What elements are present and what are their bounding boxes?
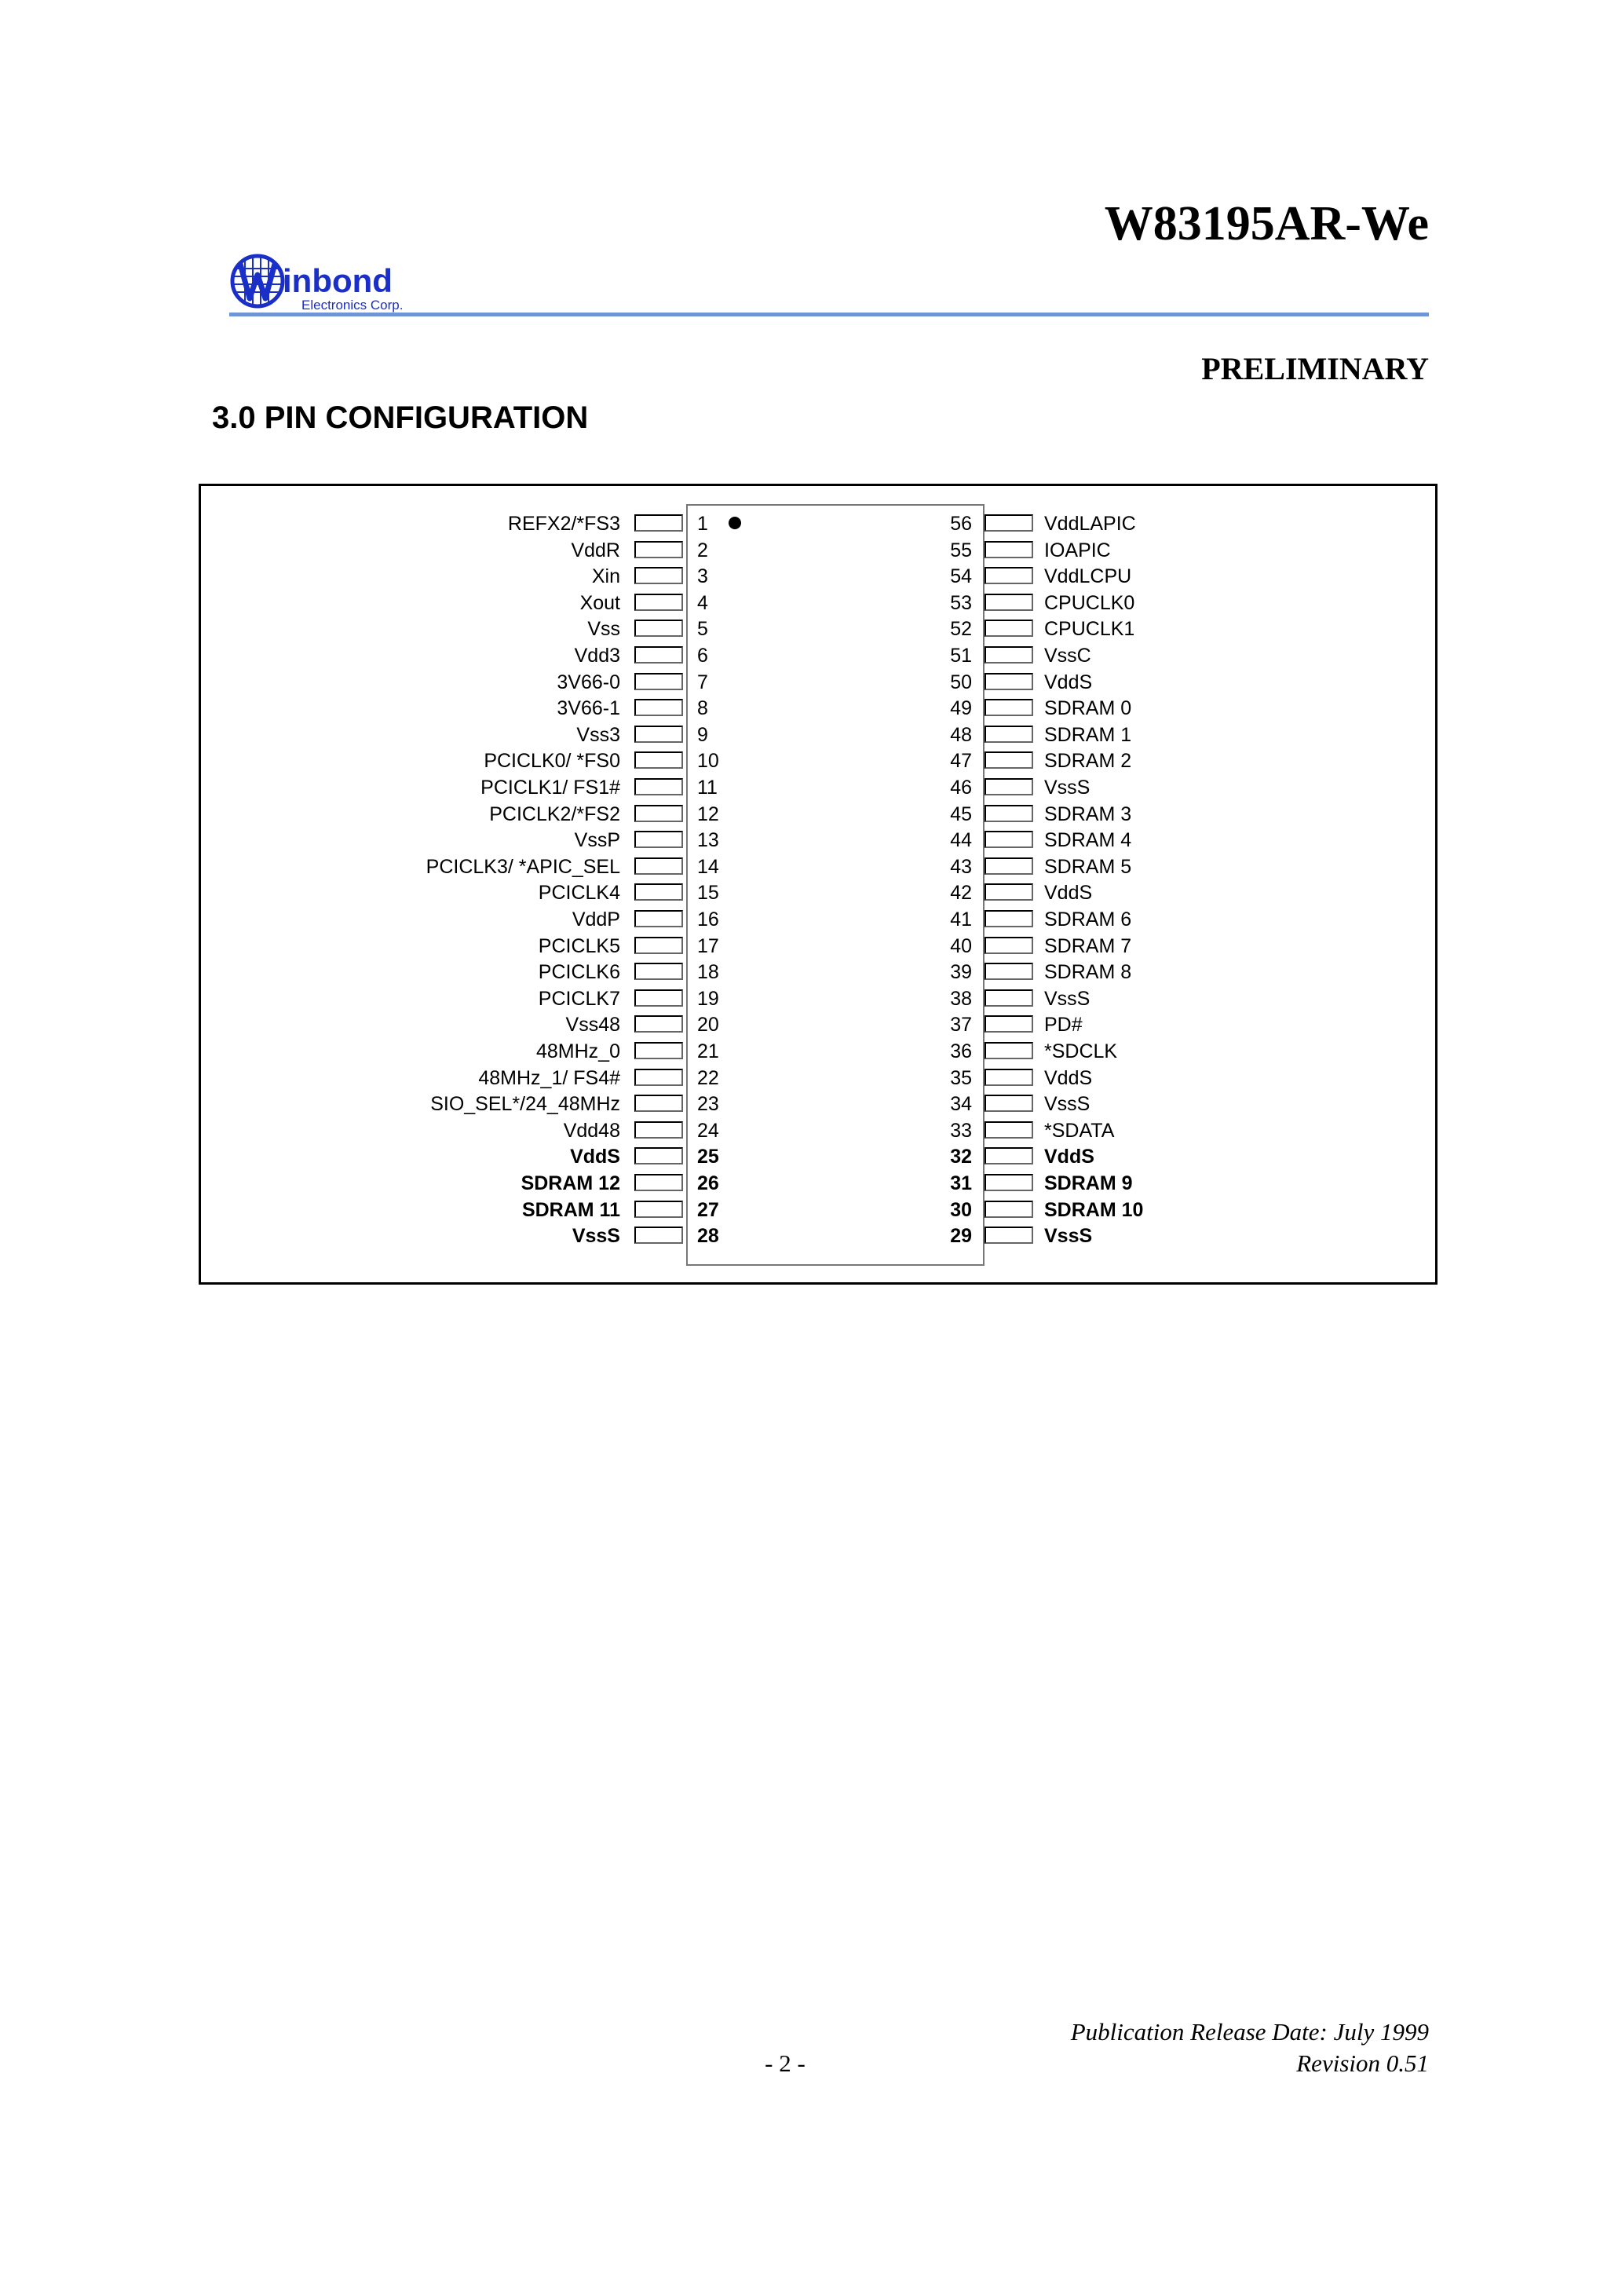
pin-number: 39: [950, 961, 972, 984]
pin-name: VddS: [570, 1146, 620, 1168]
pin-number: 2: [697, 539, 708, 561]
pin-number: 30: [950, 1198, 972, 1221]
pin-number: 29: [950, 1225, 972, 1248]
pin-name: Vdd3: [574, 645, 620, 667]
pin-number: 40: [950, 934, 972, 957]
pin-number: 35: [950, 1066, 972, 1089]
pin-number: 38: [950, 987, 972, 1010]
pin-number: 31: [950, 1172, 972, 1194]
pin-name: SDRAM 0: [1044, 697, 1132, 720]
pin-number: 56: [950, 513, 972, 535]
pin-lead: [985, 831, 1033, 848]
pin-lead: [985, 883, 1033, 901]
pin-name: VddP: [572, 909, 620, 930]
pin-number: 8: [697, 697, 708, 720]
pin-42: [0, 881, 1622, 905]
pin-name: SDRAM 4: [1044, 829, 1132, 852]
pin-48: [0, 723, 1622, 747]
pin-lead: [985, 1069, 1033, 1086]
pin-name: VddLAPIC: [1044, 513, 1136, 535]
pin-number: 25: [697, 1146, 719, 1168]
pin-number: 13: [697, 829, 719, 852]
pin-lead: [985, 1015, 1033, 1033]
pin-52: [0, 617, 1622, 641]
pin-lead: [985, 673, 1033, 690]
pin-name: VddS: [1044, 1066, 1093, 1089]
document-title: W83195AR-We: [1104, 197, 1429, 250]
pin-number: 32: [950, 1146, 972, 1168]
pin-54: [0, 565, 1622, 588]
pin-name: Vss: [587, 618, 620, 641]
pin-37: [0, 1013, 1622, 1036]
pin-number: 51: [950, 645, 972, 667]
pin-number: 16: [697, 909, 719, 930]
pin-number: 5: [697, 618, 708, 641]
pin-number: 28: [697, 1225, 719, 1248]
pin-name: PCICLK2/*FS2: [489, 803, 620, 825]
pin-50: [0, 671, 1622, 694]
pin-name: 3V66-0: [557, 671, 620, 693]
pin-number: 36: [950, 1040, 972, 1062]
pin-name: VssS: [1044, 1093, 1090, 1116]
pin-name: VddS: [1044, 882, 1093, 905]
winbond-logo: [229, 250, 441, 317]
pin-lead: [985, 1121, 1033, 1139]
pin-41: [0, 908, 1622, 931]
pin-29: [0, 1224, 1622, 1248]
pin-name: SDRAM 10: [1044, 1198, 1144, 1221]
pin-name: VssC: [1044, 645, 1091, 667]
pin-lead: [985, 514, 1033, 532]
pin-56: [0, 512, 1622, 536]
pin-name: VssP: [574, 829, 620, 852]
publication-date: Publication Release Date: July 1999: [1070, 2018, 1429, 2046]
pin-name: PCICLK1/ FS1#: [480, 777, 620, 799]
pin-lead: [985, 541, 1033, 558]
pin-number: 21: [697, 1040, 719, 1062]
pin-number: 19: [697, 987, 719, 1010]
pin-name: SDRAM 5: [1044, 855, 1132, 878]
pin-number: 42: [950, 882, 972, 905]
preliminary-label: PRELIMINARY: [1201, 351, 1429, 386]
pin-number: 43: [950, 855, 972, 878]
pin-30: [0, 1198, 1622, 1222]
pin-32: [0, 1145, 1622, 1168]
pin-lead: [985, 1201, 1033, 1218]
pin-44: [0, 828, 1622, 852]
pin-number: 22: [697, 1066, 719, 1089]
pin-name: CPUCLK0: [1044, 591, 1135, 614]
pin-number: 26: [697, 1172, 719, 1194]
pin-number: 27: [697, 1198, 719, 1221]
pin-number: 4: [697, 591, 708, 614]
revision: Revision 0.51: [1296, 2049, 1429, 2077]
pin-name: 48MHz_0: [536, 1040, 620, 1062]
pin-name: Vss3: [576, 723, 620, 746]
svg-text:inbond: inbond: [283, 262, 393, 299]
pin-number: 3: [697, 565, 708, 588]
pin-47: [0, 749, 1622, 773]
pin-name: VssS: [572, 1225, 620, 1248]
pin-lead: [985, 1174, 1033, 1191]
pin-35: [0, 1066, 1622, 1090]
pin-number: 20: [697, 1014, 719, 1036]
pin-name: SDRAM 11: [521, 1198, 620, 1221]
pin-number: 52: [950, 618, 972, 641]
pin-name: SDRAM 2: [1044, 750, 1132, 773]
pin-name: PCICLK3/ *APIC_SEL: [426, 855, 620, 878]
pin-number: 34: [950, 1093, 972, 1116]
pin-name: IOAPIC: [1044, 539, 1111, 561]
pin-number: 33: [950, 1119, 972, 1142]
pin-lead: [985, 989, 1033, 1007]
pin-number: 11: [697, 777, 718, 799]
pin-number: 45: [950, 803, 972, 825]
pin-lead: [985, 726, 1033, 743]
pin-name: SDRAM 6: [1044, 909, 1132, 930]
pin-lead: [985, 567, 1033, 584]
pin-name: Vdd48: [563, 1119, 620, 1142]
pin-number: 49: [950, 697, 972, 720]
pin-number: 55: [950, 539, 972, 561]
header-rule: [229, 313, 1429, 316]
pin-49: [0, 696, 1622, 720]
pin-name: VddLCPU: [1044, 565, 1132, 588]
pin-number: 1: [697, 513, 708, 535]
pin-45: [0, 803, 1622, 826]
pin-name: Vss48: [565, 1014, 620, 1036]
pin-number: 12: [697, 803, 719, 825]
pin-lead: [985, 805, 1033, 822]
pin-number: 47: [950, 750, 972, 773]
pin-name: PCICLK6: [538, 961, 620, 984]
pin-31: [0, 1172, 1622, 1195]
pin-number: 18: [697, 961, 719, 984]
pin-name: PCICLK0/ *FS0: [484, 750, 620, 773]
pin-lead: [985, 963, 1033, 980]
svg-text:Electronics Corp.: Electronics Corp.: [301, 298, 404, 313]
pin-39: [0, 960, 1622, 984]
pin-lead: [985, 1147, 1033, 1164]
pin-name: SDRAM 8: [1044, 961, 1132, 984]
pin-name: VddS: [1044, 1146, 1094, 1168]
pin-number: 54: [950, 565, 972, 588]
pin-number: 10: [697, 750, 719, 773]
pin-36: [0, 1040, 1622, 1063]
pin-name: 48MHz_1/ FS4#: [478, 1066, 620, 1089]
pin-lead: [985, 699, 1033, 716]
pin-name: *SDATA: [1044, 1119, 1115, 1142]
pin-lead: [985, 937, 1033, 954]
pin-name: VssS: [1044, 777, 1090, 799]
pin-number: 50: [950, 671, 972, 693]
pin-name: Xin: [591, 565, 620, 588]
pin-number: 14: [697, 855, 719, 878]
pin-number: 15: [697, 882, 719, 905]
pin-55: [0, 539, 1622, 562]
section-title: 3.0 PIN CONFIGURATION: [212, 400, 589, 435]
pin-name: PCICLK4: [538, 882, 620, 905]
pin-name: VssS: [1044, 1225, 1093, 1248]
pin-name: SDRAM 7: [1044, 934, 1132, 957]
pin-lead: [985, 1227, 1033, 1244]
pin-name: CPUCLK1: [1044, 618, 1135, 641]
pin-lead: [985, 1095, 1033, 1112]
pin-38: [0, 987, 1622, 1011]
pin-43: [0, 855, 1622, 879]
pin-number: 37: [950, 1014, 972, 1036]
pin-40: [0, 934, 1622, 958]
pin-34: [0, 1092, 1622, 1116]
pin-lead: [985, 910, 1033, 927]
pin-lead: [985, 646, 1033, 664]
pin-lead: [985, 751, 1033, 769]
pin-number: 48: [950, 723, 972, 746]
pin-name: SDRAM 9: [1044, 1172, 1133, 1194]
pin-51: [0, 644, 1622, 667]
pin-46: [0, 776, 1622, 799]
pin-lead: [985, 620, 1033, 637]
pin-number: 44: [950, 829, 972, 852]
pin-number: 46: [950, 777, 972, 799]
pin-name: VddS: [1044, 671, 1093, 693]
pin-number: 7: [697, 671, 708, 693]
pin-name: 3V66-1: [557, 697, 620, 720]
pin-name: SDRAM 1: [1044, 723, 1132, 746]
pin-name: *SDCLK: [1044, 1040, 1118, 1062]
pin-number: 41: [950, 909, 972, 930]
pin-53: [0, 591, 1622, 615]
pin-name: SIO_SEL*/24_48MHz: [430, 1093, 620, 1116]
pin-lead: [985, 857, 1033, 875]
pin-name: PCICLK7: [538, 987, 620, 1010]
pin-number: 24: [697, 1119, 719, 1142]
pin-name: VddR: [571, 539, 620, 561]
pin-number: 9: [697, 723, 708, 746]
pin-name: REFX2/*FS3: [507, 513, 620, 535]
pin-lead: [985, 594, 1033, 611]
pin-number: 23: [697, 1093, 719, 1116]
pin-number: 17: [697, 934, 719, 957]
pin-33: [0, 1119, 1622, 1143]
pin-lead: [985, 1042, 1033, 1059]
pin-name: SDRAM 3: [1044, 803, 1132, 825]
pin-number: 6: [697, 645, 708, 667]
pin-name: PD#: [1044, 1014, 1083, 1036]
pin-name: VssS: [1044, 987, 1090, 1010]
pin-name: PCICLK5: [538, 934, 620, 957]
page-number: - 2 -: [765, 2049, 806, 2077]
pin-number: 53: [950, 591, 972, 614]
pin-lead: [985, 778, 1033, 795]
pin-name: SDRAM 12: [521, 1172, 620, 1194]
pin-name: Xout: [579, 591, 620, 614]
